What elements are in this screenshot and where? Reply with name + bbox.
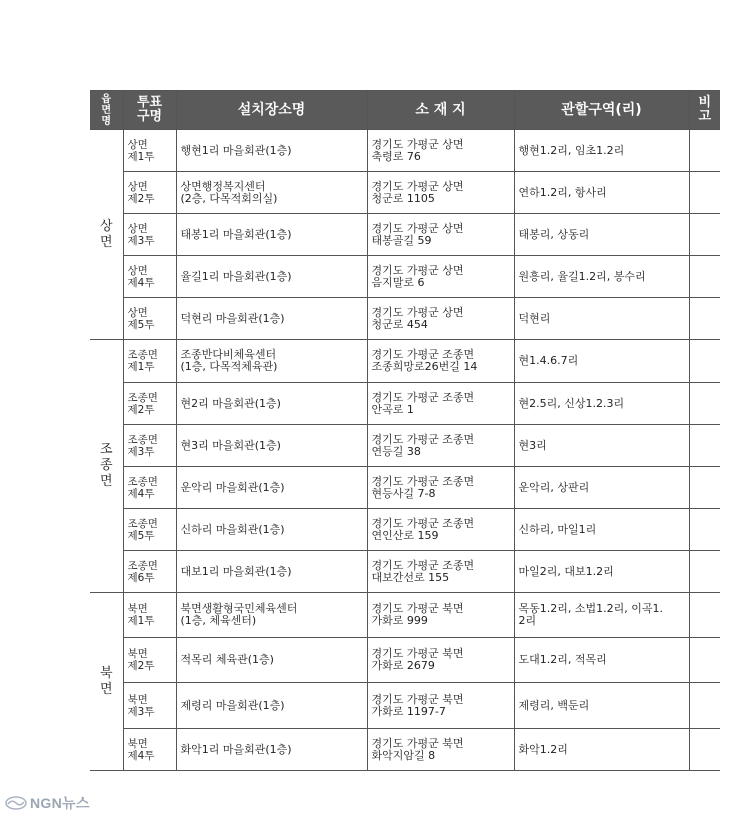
note-cell bbox=[689, 383, 720, 425]
booth-cell bbox=[123, 683, 176, 729]
booth-cell bbox=[123, 425, 176, 467]
place-cell-line: 적목리 체육관(1층) bbox=[180, 653, 274, 666]
table-row bbox=[90, 467, 720, 509]
booth-cell bbox=[123, 593, 176, 638]
address-cell bbox=[367, 340, 514, 383]
booth-cell-line: 제4투 bbox=[127, 487, 155, 500]
area-cell-line: 현1.4.6.7리 bbox=[518, 354, 579, 367]
address-cell bbox=[367, 683, 514, 729]
place-cell-line: 제령리 마을회관(1층) bbox=[180, 698, 285, 712]
address-cell-line: 경기도 가평군 조종면 bbox=[371, 390, 475, 404]
booth-cell-line: 조종면 bbox=[127, 559, 158, 572]
booth-cell-line: 북면 bbox=[127, 648, 148, 660]
header-booth: 투표구명 bbox=[123, 91, 176, 130]
booth-cell-line: 제1투 bbox=[127, 615, 155, 627]
area-cell-line: 연하1.2리, 항사리 bbox=[518, 185, 607, 199]
address-cell-line: 경기도 가평군 상면 bbox=[371, 137, 464, 151]
booth-cell-line: 상면 bbox=[127, 138, 148, 151]
place-cell bbox=[176, 729, 367, 771]
address-cell-line: 가화로 2679 bbox=[371, 659, 435, 672]
area-cell-line: 덕현리 bbox=[518, 311, 551, 325]
address-cell bbox=[367, 383, 514, 425]
area-cell-line: 도대1.2리, 적목리 bbox=[518, 653, 607, 666]
booth-cell bbox=[123, 383, 176, 425]
booth-cell-line: 조종면 bbox=[127, 433, 158, 446]
booth-cell-line: 제1투 bbox=[127, 361, 155, 373]
address-cell-line: 청군로 454 bbox=[371, 317, 428, 331]
area-cell-line: 원흥리, 율길1.2리, 봉수리 bbox=[518, 269, 646, 283]
booth-cell-line: 제4투 bbox=[127, 749, 155, 762]
place-cell bbox=[176, 683, 367, 729]
address-cell-line: 경기도 가평군 조종면 bbox=[371, 558, 475, 572]
note-cell bbox=[689, 298, 720, 340]
place-cell bbox=[176, 298, 367, 340]
note-cell bbox=[689, 593, 720, 638]
logo-text: NGN뉴스 bbox=[30, 795, 90, 811]
place-cell-line: (1층, 체육센터) bbox=[180, 614, 257, 627]
place-cell-line: 현2리 마을회관(1층) bbox=[180, 396, 281, 410]
place-cell-line: (2층, 다목적회의실) bbox=[180, 191, 278, 205]
address-cell-line: 안곡로 1 bbox=[371, 402, 414, 416]
polling-station-table bbox=[90, 90, 720, 771]
town-label: 북면 bbox=[99, 665, 113, 697]
town-cell bbox=[90, 130, 123, 340]
address-cell-line: 경기도 가평군 상면 bbox=[371, 305, 464, 319]
booth-cell-line: 조종면 bbox=[127, 475, 158, 488]
booth-cell-line: 제6투 bbox=[127, 571, 155, 584]
place-cell bbox=[176, 214, 367, 256]
booth-cell-line: 북면 bbox=[127, 603, 148, 615]
address-cell bbox=[367, 729, 514, 771]
place-cell-line: 조종반다비체육센터 bbox=[180, 348, 277, 361]
address-cell-line: 가화로 1197-7 bbox=[371, 704, 446, 718]
place-cell bbox=[176, 425, 367, 467]
note-cell bbox=[689, 340, 720, 383]
place-cell-line: 대보1리 마을회관(1층) bbox=[180, 564, 292, 578]
booth-cell-line: 북면 bbox=[127, 693, 148, 706]
address-cell-line: 축령로 76 bbox=[371, 149, 421, 163]
table-row bbox=[90, 425, 720, 467]
note-cell bbox=[689, 638, 720, 683]
address-cell-line: 경기도 가평군 조종면 bbox=[371, 348, 475, 361]
booth-cell-line: 제1투 bbox=[127, 150, 155, 163]
booth-cell bbox=[123, 509, 176, 551]
table-row bbox=[90, 172, 720, 214]
place-cell-line: 북면생활형국민체육센터 bbox=[180, 602, 298, 615]
booth-cell bbox=[123, 298, 176, 340]
area-cell bbox=[514, 638, 689, 683]
place-cell-line: 운악리 마을회관(1층) bbox=[180, 480, 285, 494]
booth-cell-line: 상면 bbox=[127, 222, 148, 235]
address-cell bbox=[367, 638, 514, 683]
booth-cell-line: 제2투 bbox=[127, 403, 155, 416]
area-cell-line: 목동1.2리, 소법1.2리, 이곡1. bbox=[518, 602, 663, 615]
address-cell-line: 현등사길 7-8 bbox=[371, 486, 436, 500]
booth-cell-line: 조종면 bbox=[127, 349, 158, 361]
table-row bbox=[90, 729, 720, 771]
note-cell bbox=[689, 467, 720, 509]
place-cell bbox=[176, 551, 367, 593]
booth-cell-line: 제3투 bbox=[127, 234, 155, 247]
address-cell-line: 경기도 가평군 북면 bbox=[371, 647, 464, 660]
address-cell-line: 경기도 가평군 조종면 bbox=[371, 516, 475, 530]
address-cell bbox=[367, 551, 514, 593]
place-cell bbox=[176, 467, 367, 509]
area-cell bbox=[514, 509, 689, 551]
address-cell bbox=[367, 298, 514, 340]
booth-cell-line: 북면 bbox=[127, 737, 148, 750]
town-label: 상면 bbox=[99, 218, 113, 250]
area-cell-line: 2리 bbox=[518, 614, 537, 627]
place-cell-line: 상면행정복지센터 bbox=[180, 179, 266, 193]
booth-cell bbox=[123, 130, 176, 172]
address-cell bbox=[367, 593, 514, 638]
area-cell bbox=[514, 383, 689, 425]
booth-cell-line: 제5투 bbox=[127, 318, 155, 331]
booth-cell-line: 상면 bbox=[127, 264, 148, 277]
table-row bbox=[90, 383, 720, 425]
place-cell-line: (1층, 다목적체육관) bbox=[180, 360, 278, 373]
address-cell-line: 음지말로 6 bbox=[371, 275, 425, 289]
address-cell-line: 연등길 38 bbox=[371, 444, 421, 458]
watermark-logo bbox=[5, 793, 90, 813]
booth-cell-line: 조종면 bbox=[127, 391, 158, 404]
table-row bbox=[90, 551, 720, 593]
address-cell bbox=[367, 172, 514, 214]
header-row bbox=[90, 91, 720, 130]
place-cell-line: 태봉1리 마을회관(1층) bbox=[180, 227, 292, 241]
booth-cell bbox=[123, 729, 176, 771]
place-cell-line: 행현1리 마을회관(1층) bbox=[180, 143, 292, 157]
area-cell-line: 마일2리, 대보1.2리 bbox=[518, 564, 614, 578]
place-cell-line: 율길1리 마을회관(1층) bbox=[180, 269, 292, 283]
table-row bbox=[90, 298, 720, 340]
area-cell bbox=[514, 551, 689, 593]
area-cell bbox=[514, 467, 689, 509]
address-cell bbox=[367, 130, 514, 172]
booth-cell bbox=[123, 172, 176, 214]
place-cell-line: 화악1리 마을회관(1층) bbox=[180, 742, 292, 756]
note-cell bbox=[689, 425, 720, 467]
note-cell bbox=[689, 729, 720, 771]
booth-cell bbox=[123, 340, 176, 383]
table-row bbox=[90, 256, 720, 298]
place-cell bbox=[176, 130, 367, 172]
booth-cell-line: 제2투 bbox=[127, 660, 155, 672]
area-cell-line: 신하리, 마일1리 bbox=[518, 522, 597, 536]
place-cell bbox=[176, 509, 367, 551]
place-cell bbox=[176, 593, 367, 638]
area-cell-line: 현3리 bbox=[518, 438, 547, 452]
table-row bbox=[90, 130, 720, 172]
address-cell-line: 경기도 가평군 북면 bbox=[371, 736, 464, 750]
note-cell bbox=[689, 172, 720, 214]
area-cell-line: 현2.5리, 신상1.2.3리 bbox=[518, 396, 625, 410]
booth-cell-line: 제3투 bbox=[127, 705, 155, 718]
area-cell bbox=[514, 425, 689, 467]
place-cell bbox=[176, 172, 367, 214]
area-cell-line: 화악1.2리 bbox=[518, 742, 568, 756]
table-row bbox=[90, 593, 720, 638]
header-note: 비고 bbox=[689, 91, 720, 130]
area-cell-line: 행현1.2리, 임초1.2리 bbox=[518, 143, 625, 157]
address-cell-line: 화악지암길 8 bbox=[371, 748, 436, 762]
address-cell-line: 경기도 가평군 조종면 bbox=[371, 432, 475, 446]
area-cell bbox=[514, 729, 689, 771]
area-cell-line: 운악리, 상판리 bbox=[518, 480, 590, 494]
table-row bbox=[90, 638, 720, 683]
header-place: 설치장소명 bbox=[176, 91, 367, 130]
address-cell-line: 연인산로 159 bbox=[371, 528, 439, 542]
booth-cell-line: 제3투 bbox=[127, 445, 155, 458]
booth-cell bbox=[123, 638, 176, 683]
place-cell bbox=[176, 383, 367, 425]
area-cell bbox=[514, 256, 689, 298]
address-cell-line: 경기도 가평군 상면 bbox=[371, 221, 464, 235]
wave-logo-icon bbox=[5, 796, 27, 810]
place-cell bbox=[176, 340, 367, 383]
header-address: 소 재 지 bbox=[367, 91, 514, 130]
table-row bbox=[90, 214, 720, 256]
area-cell bbox=[514, 340, 689, 383]
area-cell bbox=[514, 214, 689, 256]
address-cell-line: 조종희망로26번길 14 bbox=[371, 360, 478, 373]
address-cell bbox=[367, 425, 514, 467]
booth-cell-line: 제5투 bbox=[127, 529, 155, 542]
booth-cell-line: 상면 bbox=[127, 306, 148, 319]
area-cell-line: 태봉리, 상동리 bbox=[518, 227, 590, 241]
address-cell-line: 대보간선로 155 bbox=[371, 570, 450, 584]
booth-cell bbox=[123, 467, 176, 509]
place-cell-line: 덕현리 마을회관(1층) bbox=[180, 311, 285, 325]
address-cell bbox=[367, 256, 514, 298]
address-cell-line: 태봉골길 59 bbox=[371, 233, 432, 247]
address-cell bbox=[367, 509, 514, 551]
note-cell bbox=[689, 683, 720, 729]
booth-cell bbox=[123, 214, 176, 256]
booth-cell-line: 조종면 bbox=[127, 517, 158, 530]
address-cell bbox=[367, 467, 514, 509]
booth-cell-line: 제4투 bbox=[127, 276, 155, 289]
booth-cell-line: 제2투 bbox=[127, 192, 155, 205]
area-cell bbox=[514, 298, 689, 340]
address-cell-line: 경기도 가평군 조종면 bbox=[371, 474, 475, 488]
address-cell-line: 경기도 가평군 북면 bbox=[371, 692, 464, 706]
place-cell bbox=[176, 638, 367, 683]
address-cell-line: 경기도 가평군 상면 bbox=[371, 263, 464, 277]
note-cell bbox=[689, 509, 720, 551]
note-cell bbox=[689, 130, 720, 172]
address-cell-line: 가화로 999 bbox=[371, 614, 428, 627]
town-cell bbox=[90, 340, 123, 593]
area-cell-line: 제령리, 백둔리 bbox=[518, 698, 590, 712]
place-cell-line: 현3리 마을회관(1층) bbox=[180, 438, 281, 452]
place-cell bbox=[176, 256, 367, 298]
note-cell bbox=[689, 214, 720, 256]
address-cell bbox=[367, 214, 514, 256]
area-cell bbox=[514, 130, 689, 172]
table-row bbox=[90, 683, 720, 729]
booth-cell bbox=[123, 256, 176, 298]
address-cell-line: 경기도 가평군 북면 bbox=[371, 602, 464, 615]
area-cell bbox=[514, 683, 689, 729]
town-cell bbox=[90, 593, 123, 771]
town-label: 조종면 bbox=[99, 442, 113, 489]
table-body bbox=[90, 130, 720, 771]
booth-cell bbox=[123, 551, 176, 593]
table-row bbox=[90, 340, 720, 383]
area-cell bbox=[514, 593, 689, 638]
table-row bbox=[90, 509, 720, 551]
address-cell-line: 청군로 1105 bbox=[371, 191, 435, 205]
area-cell bbox=[514, 172, 689, 214]
address-cell-line: 경기도 가평군 상면 bbox=[371, 179, 464, 193]
place-cell-line: 신하리 마을회관(1층) bbox=[180, 522, 285, 536]
note-cell bbox=[689, 256, 720, 298]
header-area: 관할구역(리) bbox=[514, 91, 689, 130]
booth-cell-line: 상면 bbox=[127, 180, 148, 193]
header-town: 읍면명 bbox=[90, 91, 123, 130]
note-cell bbox=[689, 551, 720, 593]
